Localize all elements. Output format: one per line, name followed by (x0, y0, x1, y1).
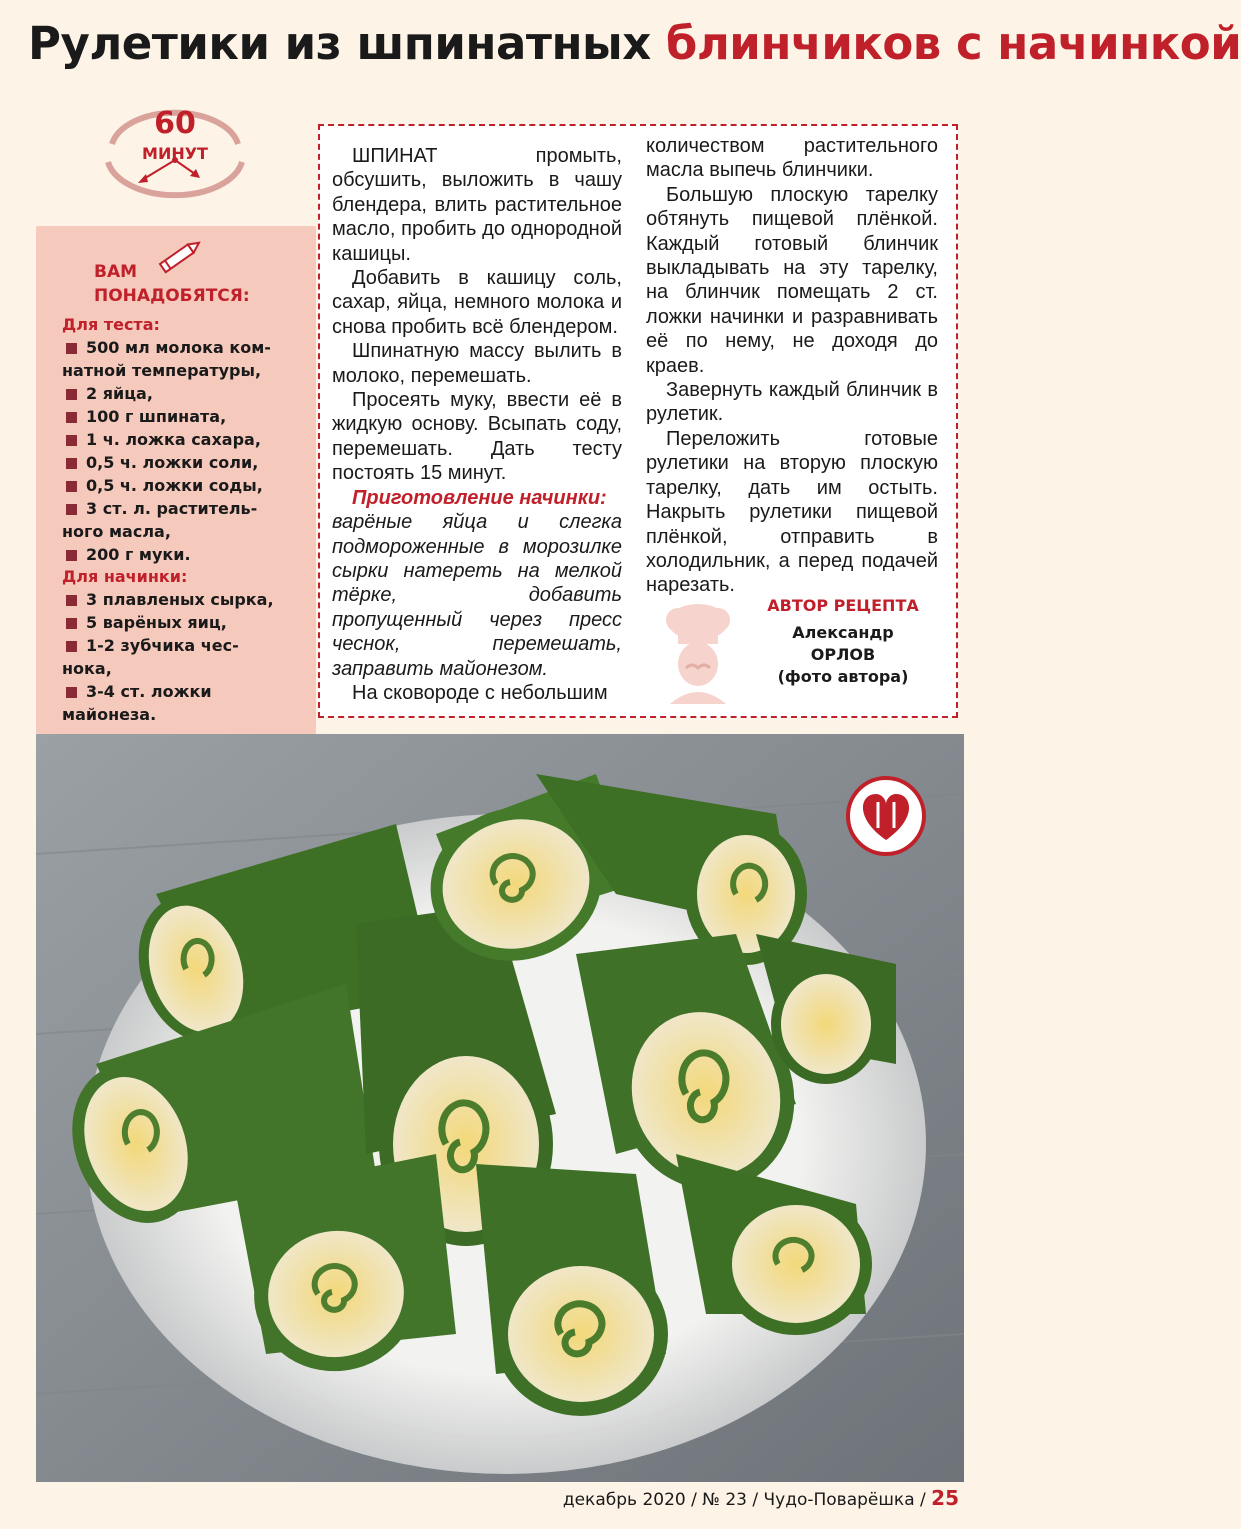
ingredient-item: 5 варёных яиц, (62, 611, 312, 634)
ingredient-item-continued: натной температуры, (62, 361, 262, 380)
recipe-author (660, 596, 950, 706)
page-title (28, 14, 1241, 74)
recipe-paragraph: Добавить в кашицу соль, сахар, яйца, немного молока и снова пробить всё блендером. (332, 267, 622, 338)
photo-credit: (фото автора) (777, 667, 909, 686)
ingredient-item: 100 г шпината, (62, 405, 312, 428)
ingredient-item: 2 яйца, (62, 382, 312, 405)
bullet-square (66, 618, 77, 629)
bullet-square (66, 550, 77, 561)
dough-section-title: Для теста: (62, 315, 160, 334)
spinach-rolls-illustration (36, 734, 964, 1482)
ingredient-item-continued: ного масла, (62, 522, 171, 541)
chef-icon (660, 596, 736, 706)
ingredient-item: 0,5 ч. ложки соды, (62, 474, 312, 497)
ingredient-item: 1 ч. ложка сахара, (62, 428, 312, 451)
page-footer (563, 1486, 959, 1510)
issue-info: декабрь 2020 / № 23 / Чудо-Поварёшка / (562, 1490, 926, 1510)
ingredient-item-continued: нока, (62, 659, 112, 678)
recipe-column-1 (332, 144, 622, 705)
ingredient-item: 200 г муки. (62, 543, 312, 566)
timer-value: 60 (154, 106, 196, 141)
author-label: АВТОР РЕЦЕПТА (767, 596, 919, 615)
recipe-paragraph: Переложить готовые рулетики на вторую плоскую тарелку, дать им остыть. Накрыть рулетики пищевой плёнкой, отправить в холодильник, а перед подачей нарезать. (646, 427, 938, 597)
recipe-paragraph: количеством растительного масла выпечь блинчики. (646, 135, 938, 182)
bullet-square (66, 435, 77, 446)
cooking-time (100, 104, 250, 200)
ingredient-item: 3 плавленых сырка, (62, 588, 312, 611)
recipe-paragraph: Большую плоскую тарелку обтянуть пищевой плёнкой. Каждый готовый блинчик выкладывать на эту тарелку, на блинчик помещать 2 ст. ложки начинки и разравнивать её по нему, не доходя до краев. (646, 183, 938, 377)
bullet-square (66, 389, 77, 400)
ingredients-header (94, 260, 250, 308)
ingredients-list (62, 314, 312, 726)
timer-unit: МИНУТ (142, 144, 208, 163)
ingredients-header-line2: ПОНАДОБЯТСЯ: (94, 286, 250, 306)
bullet-square (66, 595, 77, 606)
bullet-square (66, 641, 77, 652)
title-part-black: Рулетики из шпинатных (28, 17, 666, 70)
bullet-square (66, 481, 77, 492)
recipe-paragraph: Шпинатную массу вылить в молоко, перемешать. (332, 340, 622, 387)
page-number: 25 (931, 1486, 959, 1510)
filling-heading: Приготовление начинки: (352, 486, 607, 509)
dish-photo (36, 734, 964, 1482)
heart-cutlery-badge-icon (844, 774, 928, 858)
filling-paragraph: варёные яйца и слегка подмороженные в морозилке сырки натереть на мелкой тёрке, добавить пропущенный через пресс чеснок, перемешать, заправить майонезом. (332, 511, 622, 680)
recipe-text-box (318, 124, 958, 718)
bullet-square (66, 458, 77, 469)
ingredient-item: 500 мл молока ком- (62, 336, 312, 359)
bullet-square (66, 504, 77, 515)
ingredient-item: 3 ст. л. раститель- (62, 497, 312, 520)
bullet-square (66, 343, 77, 354)
ingredient-item: 1-2 зубчика чес- (62, 634, 312, 657)
filling-section-title: Для начинки: (62, 567, 188, 586)
ingredient-item: 0,5 ч. ложки соли, (62, 451, 312, 474)
author-first-name: Александр (792, 623, 894, 642)
ingredient-item: 3-4 ст. ложки (62, 680, 312, 703)
recipe-paragraph: Завернуть каждый блинчик в рулетик. (646, 379, 938, 426)
author-last-name: ОРЛОВ (810, 645, 876, 664)
ingredients-panel (36, 226, 316, 734)
recipe-paragraph: Просеять муку, ввести её в жидкую основу. Всыпать соду, перемешать. Дать тесту постоять 15 минут. (332, 389, 622, 485)
ingredients-header-line1: ВАМ (94, 262, 138, 282)
recipe-paragraph: ШПИНАТ промыть, обсушить, выложить в чашу блендера, влить растительное масло, пробить до однородной кашицы. (332, 145, 622, 265)
bullet-square (66, 412, 77, 423)
title-part-red: блинчиков с начинкой (665, 17, 1241, 70)
recipe-column-2 (646, 134, 938, 598)
bullet-square (66, 687, 77, 698)
recipe-paragraph: На сковороде с небольшим (352, 681, 608, 704)
author-name (738, 622, 948, 688)
ingredient-item-continued: майонеза. (62, 705, 157, 724)
